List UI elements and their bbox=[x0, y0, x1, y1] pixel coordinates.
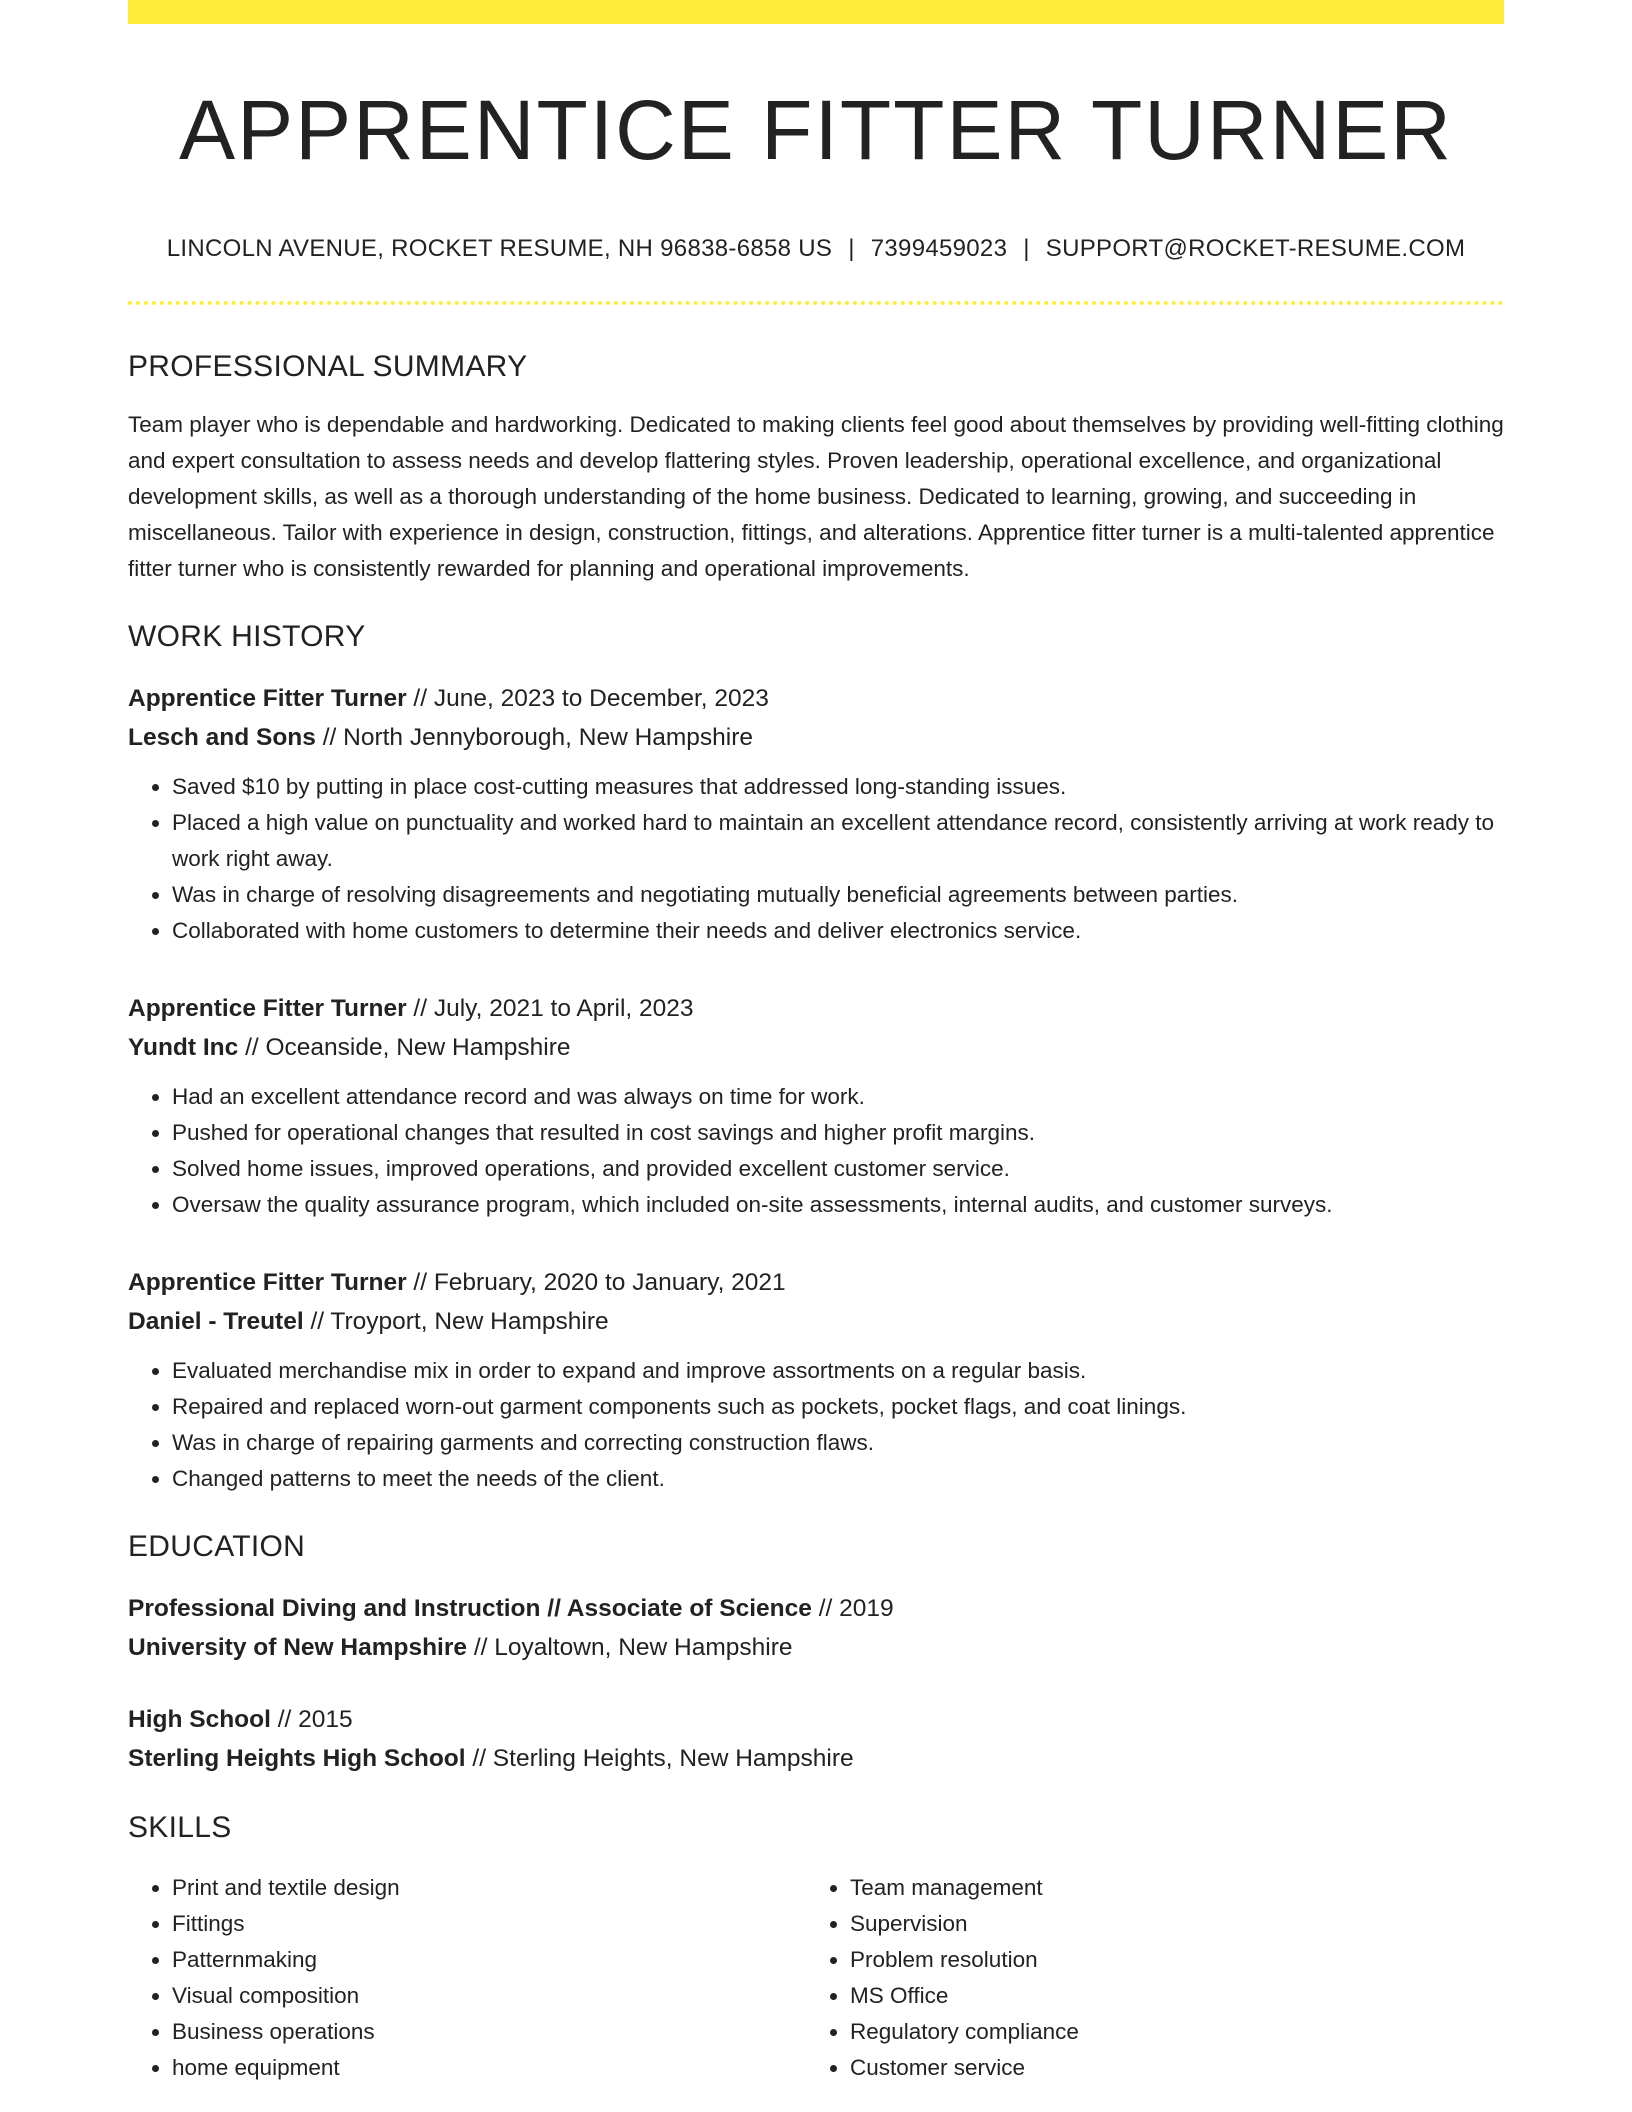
education-location: // Sterling Heights, New Hampshire bbox=[472, 1745, 854, 1772]
job-company-line bbox=[128, 1302, 1504, 1341]
list-item: • Placed a high value on punctuality and worked hard to maintain an excellent attendance record, consistently arriving at work ready to work right away. bbox=[172, 805, 1504, 877]
list-item: • Oversaw the quality assurance program, which included on-site assessments, internal audits, and customer surveys. bbox=[172, 1187, 1504, 1223]
job-bullets bbox=[128, 769, 1504, 949]
education-school-line bbox=[128, 1628, 1504, 1667]
job-dates: // February, 2020 to January, 2021 bbox=[413, 1269, 786, 1296]
contact-line bbox=[128, 234, 1504, 264]
education-year: // 2019 bbox=[818, 1595, 894, 1622]
job-role: Apprentice Fitter Turner bbox=[128, 685, 407, 712]
top-accent-bar bbox=[128, 0, 1504, 24]
list-item: • home equipment bbox=[172, 2050, 806, 2086]
contact-address: LINCOLN AVENUE, ROCKET RESUME, NH 96838-6858 US bbox=[166, 235, 833, 262]
list-item: • Solved home issues, improved operations, and provided excellent customer service. bbox=[172, 1151, 1504, 1187]
education-degree-line bbox=[128, 1700, 1504, 1739]
job-company: Yundt Inc bbox=[128, 1034, 239, 1061]
job-role: Apprentice Fitter Turner bbox=[128, 1269, 407, 1296]
list-item: • Was in charge of resolving disagreements and negotiating mutually beneficial agreements between parties. bbox=[172, 877, 1504, 913]
job-company-line bbox=[128, 1028, 1504, 1067]
list-item: • Problem resolution bbox=[850, 1942, 1484, 1978]
job-company: Lesch and Sons bbox=[128, 724, 316, 751]
list-item: • Regulatory compliance bbox=[850, 2014, 1484, 2050]
list-item: • Had an excellent attendance record and was always on time for work. bbox=[172, 1079, 1504, 1115]
education-school-line bbox=[128, 1739, 1504, 1778]
job-location: // North Jennyborough, New Hampshire bbox=[322, 724, 754, 751]
job-title-line bbox=[128, 679, 1504, 718]
list-item: • Repaired and replaced worn-out garment components such as pockets, pocket flags, and coat linings. bbox=[172, 1389, 1504, 1425]
list-item: • MS Office bbox=[850, 1978, 1484, 2014]
list-item: • Pushed for operational changes that resulted in cost savings and higher profit margins. bbox=[172, 1115, 1504, 1151]
list-item: • Was in charge of repairing garments and correcting construction flaws. bbox=[172, 1425, 1504, 1461]
summary-heading: PROFESSIONAL SUMMARY bbox=[128, 350, 528, 383]
job-company-line bbox=[128, 718, 1504, 757]
list-item: • Patternmaking bbox=[172, 1942, 806, 1978]
contact-separator: | bbox=[1023, 235, 1030, 262]
job-role: Apprentice Fitter Turner bbox=[128, 995, 407, 1022]
education-entry bbox=[128, 1589, 1504, 1667]
list-item: • Evaluated merchandise mix in order to expand and improve assortments on a regular basis. bbox=[172, 1353, 1504, 1389]
job-bullets bbox=[128, 1079, 1504, 1223]
education-school: University of New Hampshire bbox=[128, 1634, 468, 1661]
list-item: • Business operations bbox=[172, 2014, 806, 2050]
list-item: • Saved $10 by putting in place cost-cutting measures that addressed long-standing issues. bbox=[172, 769, 1504, 805]
contact-phone: 7399459023 bbox=[870, 235, 1008, 262]
candidate-name: APPRENTICE FITTER TURNER bbox=[179, 83, 1453, 177]
job-entry bbox=[128, 679, 1504, 949]
job-location: // Troyport, New Hampshire bbox=[310, 1308, 609, 1335]
education-degree: Professional Diving and Instruction // Associate of Science bbox=[128, 1595, 812, 1622]
job-company: Daniel - Treutel bbox=[128, 1308, 304, 1335]
summary-text: Team player who is dependable and hardworking. Dedicated to making clients feel good about themselves by providing well-fitting clothing and expert consultation to assess needs and develop flattering styles. Proven leadership, operational excellence, and organizational development skills, as well as a thorough understanding of the home business. Dedicated to learning, growing, and succeeding in miscellaneous. Tailor with experience in design, construction, fittings, and alterations. Apprentice fitter turner is a multi-talented apprentice fitter turner who is consistently rewarded for planning and operational improvements. bbox=[128, 412, 1504, 581]
list-item: • Team management bbox=[850, 1870, 1484, 1906]
list-item: • Visual composition bbox=[172, 1978, 806, 2014]
education-location: // Loyaltown, New Hampshire bbox=[473, 1634, 793, 1661]
list-item: • Print and textile design bbox=[172, 1870, 806, 1906]
resume-page bbox=[128, 0, 1504, 2112]
contact-email: SUPPORT@ROCKET-RESUME.COM bbox=[1045, 235, 1466, 262]
list-item: • Changed patterns to meet the needs of the client. bbox=[172, 1461, 1504, 1497]
list-item: • Fittings bbox=[172, 1906, 806, 1942]
list-item: • Collaborated with home customers to determine their needs and deliver electronics service. bbox=[172, 913, 1504, 949]
list-item: • Customer service bbox=[850, 2050, 1484, 2086]
list-item: • Supervision bbox=[850, 1906, 1484, 1942]
job-bullets bbox=[128, 1353, 1504, 1497]
work-history-heading: WORK HISTORY bbox=[128, 620, 366, 653]
job-title-line bbox=[128, 1263, 1504, 1302]
job-entry bbox=[128, 989, 1504, 1223]
education-year: // 2015 bbox=[277, 1706, 353, 1733]
skills-column-left bbox=[128, 1870, 806, 2086]
job-location: // Oceanside, New Hampshire bbox=[245, 1034, 571, 1061]
skills-column-right bbox=[806, 1870, 1484, 2086]
education-heading: EDUCATION bbox=[128, 1530, 306, 1563]
skills-grid bbox=[128, 1870, 1504, 2086]
job-dates: // July, 2021 to April, 2023 bbox=[413, 995, 694, 1022]
education-degree-line bbox=[128, 1589, 1504, 1628]
skills-heading: SKILLS bbox=[128, 1811, 232, 1844]
job-title-line bbox=[128, 989, 1504, 1028]
job-dates: // June, 2023 to December, 2023 bbox=[413, 685, 769, 712]
dotted-divider bbox=[128, 301, 1504, 305]
education-school: Sterling Heights High School bbox=[128, 1745, 466, 1772]
contact-separator: | bbox=[848, 235, 855, 262]
job-entry bbox=[128, 1263, 1504, 1497]
education-entry bbox=[128, 1700, 1504, 1778]
education-degree: High School bbox=[128, 1706, 271, 1733]
